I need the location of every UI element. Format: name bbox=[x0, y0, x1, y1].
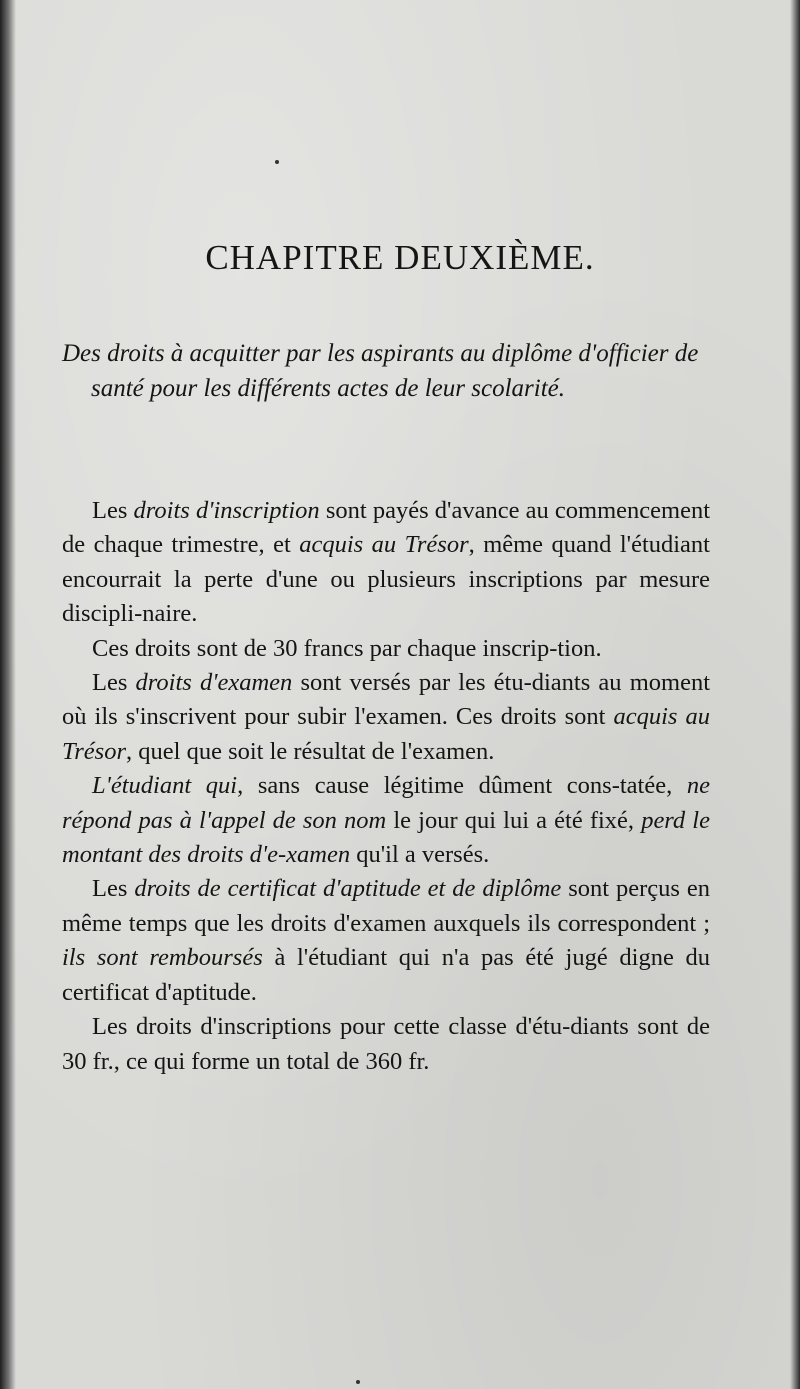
text-run: Les bbox=[92, 875, 135, 903]
text-run: sont payés d'avance au commencement de chaque trimestre, et bbox=[62, 497, 711, 559]
body-text bbox=[62, 494, 710, 1079]
text-run: sont versés par les étu-diants au moment où ils s'inscrivent pour subir l'examen. Ces droits sont bbox=[62, 669, 711, 731]
ink-speck bbox=[356, 1380, 360, 1384]
emphasis-run: perd le montant des droits d'e-xamen bbox=[62, 806, 710, 869]
text-run: Les bbox=[92, 497, 134, 524]
paragraph-droits-certificat bbox=[62, 872, 710, 1010]
emphasis-run: droits d'examen bbox=[135, 669, 293, 697]
page-left-edge bbox=[0, 0, 16, 1389]
paragraph-total-droits bbox=[62, 1010, 710, 1079]
paragraph-montant-inscription bbox=[62, 632, 710, 666]
emphasis-run: ne répond pas à l'appel de son nom bbox=[62, 772, 710, 834]
emphasis-run: droits d'inscription bbox=[133, 497, 320, 524]
emphasis-run: droits de certificat d'aptitude et de diplôme bbox=[134, 875, 562, 903]
text-run: , quel que soit le résultat de l'examen. bbox=[126, 737, 495, 765]
chapter-subtitle: Des droits à acquitter par les aspirants au diplôme d'officier de santé pour les différents actes de leur scolarité. bbox=[62, 340, 699, 402]
text-run: Les bbox=[92, 669, 136, 697]
text-run: Les droits d'inscriptions pour cette classe d'étu-diants sont de 30 fr., ce qui forme un total de 360 fr. bbox=[62, 1013, 710, 1075]
emphasis-run: ils sont remboursés bbox=[62, 944, 263, 972]
text-run: le jour qui lui a été fixé, bbox=[386, 806, 642, 834]
text-run: , même quand l'étudiant encourrait la perte d'une ou plusieurs inscriptions par mesure discipli-naire. bbox=[62, 531, 710, 628]
emphasis-run: acquis au Trésor bbox=[299, 531, 469, 559]
text-run: qu'il a versés. bbox=[350, 841, 490, 869]
page-right-edge bbox=[790, 0, 800, 1389]
paragraph-droits-examen bbox=[62, 666, 710, 769]
paragraph-droits-inscription bbox=[62, 494, 710, 632]
emphasis-run: L'étudiant qui bbox=[92, 772, 238, 800]
text-run: , sans cause légitime dûment cons-tatée, bbox=[237, 772, 687, 800]
chapter-title: CHAPITRE DEUXIÈME. bbox=[205, 238, 595, 277]
paragraph-absence-examen bbox=[62, 769, 710, 872]
text-run: Ces droits sont de 30 francs par chaque inscrip-tion. bbox=[92, 634, 602, 662]
ink-speck bbox=[275, 160, 279, 164]
emphasis-run: acquis au Trésor bbox=[62, 703, 710, 765]
text-run: à l'étudiant qui n'a pas été jugé digne du certificat d'aptitude. bbox=[62, 944, 710, 1006]
text-run: sont perçus en même temps que les droits d'examen auxquels ils correspondent ; bbox=[62, 875, 710, 937]
